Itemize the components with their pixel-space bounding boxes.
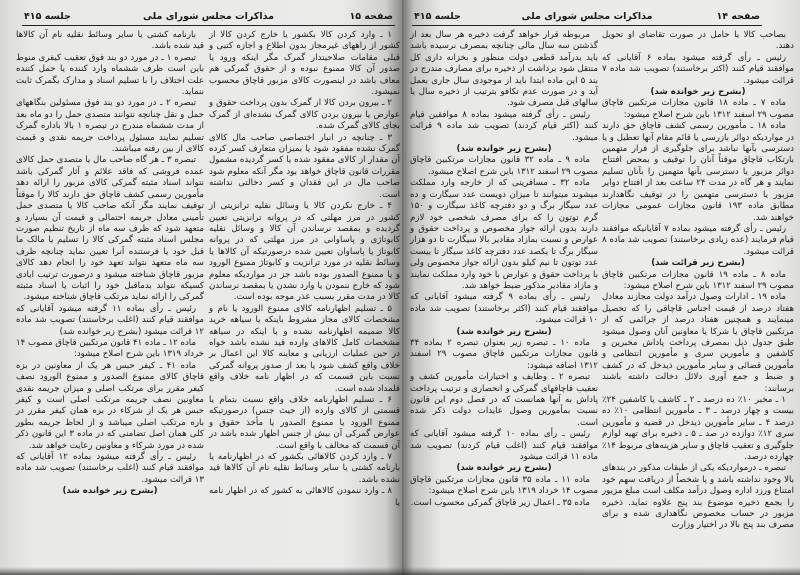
paragraph: ۶ ـ تسلیم اظهارنامه خلاف واقع نسبت بتمام یا قسمتی از کالای وارده (از حیث جنس) درصورتیکه ممنوع الورود یا ممنوع الصدور یا مأخذ حقوق و عوارض گمرکی آن بیش از جنس اظهار شده باشد در آن قسمت که مخالف با واقع است. xyxy=(209,395,400,451)
paragraph: ماده ۸ ـ ماده ۱۹ قانون مجازات مرتکبین قاچاق مصوب ۲۹ اسفند ۱۳۱۲ باین شرح اصلاح میشود: xyxy=(602,269,794,291)
reading-note: (بشرح زیر قرائت شد) xyxy=(651,258,745,269)
paragraph: ۷ ـ وارد کردن کالاهائی بکشور که در اظهارنامه یا بارنامه کشتی یا سایر وسائط نقلیه نام آن کالاها قید نشده باشد. xyxy=(209,452,400,485)
scan-shadow xyxy=(0,567,402,575)
paragraph: تبصره ۲ ـ در مورد دو بند فوق مسئولین بنگاههای حمل و نقل چنانچه نتوانند متصدی حمل را دو ماه بعد از مدت ششماه مندرج در تبصره ۱ بالا باداره گمرک تسلیم نمایند مسئول پرداخت جریمه نقدی و قیمت کالای از بین رفته میباشند. xyxy=(16,98,204,155)
paragraph: ۸ ـ وارد ننمودن کالاهائی به کشور که در اظهار نامه یا xyxy=(209,486,400,508)
paragraph: رئیس ـ رأی گرفته میشود بماده ۶ آقایانی که موافقند قیام کنند (اکثر برخاستند) تصویب شد ماده ۷ قرائت میشود. xyxy=(602,52,794,86)
paragraph: ماده ۹ ـ ماده ۳۲ قانون مجازات مرتکبین قاچاق مصوب ۲۹ اسفند ۱۳۱۲ باین شرح اصلاح میشود. xyxy=(410,155,598,177)
session-number: جلسه ۴۱۵ xyxy=(24,11,71,22)
paragraph: تبصره ۱ ـ در مورد دو بند فوق تعقیب کیفری منوط باین است ظرف ششماه وارد کننده یا حمل کننده علت اختلاف را با تسلیم اسناد و مدارک بگمرک ثابت ننماید. xyxy=(16,52,204,98)
paragraph: رئیس ـ رأی گرفته میشود بماده ۸ موافقین قیام کنند (اکثر قیام کردند) تصویب شد ماده ۹ قرائت میشود. xyxy=(410,109,598,143)
paragraph: رئیس ـ رأی بماده ۱۰ گرفته میشود آقایانی که موافقند قیام کنند (اغلب قیام کردند) تصویب شد ماده ۱۱ قرائت میشود xyxy=(410,429,598,463)
reading-note: (بشرح زیر خوانده شد) xyxy=(456,144,552,155)
reading-note: (بشرح زیر خوانده شد) xyxy=(456,463,552,474)
paragraph: ماده ۷ ـ ماده ۱۸ قانون مجازات مرتکبین قاچاق مصوب ۲۹ اسفند ۱۳۱۲ باین شرح اصلاح میشود: xyxy=(602,98,794,120)
paragraph: ماده ۱۲ ـ ماده ۴۱ قانون مرتکبین قاچاق مصوب ۱۴ خرداد ۱۳۱۹ باین شرح اصلاح میشود: xyxy=(16,337,204,360)
page-number: صفحه ۱۵ xyxy=(349,11,393,22)
paragraph: ماده ۱۹ ـ ادارات وصول درآمد دولت مجازند معادل هفتاد درصد از قیمت اجناس قاچاقی را که تحصیل مینمایند و همچنین هفتاد درصد از جرائمی که از مرتکبین قاچاق یا شرکا یا معاونین آنان وصول میشود طبق جدول ذیل بمصرف پرداخت پاداش مخبرین و کاشفین و مأمورین سری و مأمورین انتظامی و مأمورین قضائی و سایر مأمورین ذیدخل که در کشف و ضبط و جمع آوری دلائل دخالت داشته باشند برسانند: xyxy=(602,292,794,394)
paragraph: ۵ ـ تسلیم اظهارنامه کالای ممنوع الورود یا نام و مشخصات کالای مجاز مشروط باینکه یا سیاهه خرید کالا ضمیمه اظهارنامه نشده و یا اینکه در سیاهه مشخصات کامل کالاهای وارده قید نشده باشد خواه در حین عملیات ارزیابی و معاینه کالا این اعمال بر خلاف واقع کشف شود یا بعد از صدور پروانه گمرکی نسبت باین قسمت که در اظهار نامه خلاف واقع قلمداد شده است. xyxy=(209,303,400,394)
paragraph: ماده ۱۰ ـ تبصره زیر بعنوان تبصره ۲ بماده ۳۴ قانون مجازات مرتکبین قاچاق مصوب ۲۹ اسفند ۱۳۱۲ اضافه میشود: xyxy=(410,337,599,371)
paragraph: تبصره ـ درمواردیکه یکی از طبقات مذکور در بندهای بالا وجود نداشته باشد و یا شخصاً از دریافت سهم خود امتناع ورزد اداره وصول درآمد مکلف است مبلغ مزبور را بجمع ذخیره موضوع بند پنج علاوه نماید. ذخیره مزبور در حساب مخصوص نگاهداری شده و برای مصرف بند پنج بالا در اختیار وزارت xyxy=(602,463,794,531)
page-number: صفحه ۱۴ xyxy=(716,11,760,22)
paragraph: بصاحب کالا یا حامل در صورت تقاضای او تحویل دهند. xyxy=(602,30,794,52)
paragraph: بارنامه کشتی یا سایر وسائط نقلیه نام آن کالاها قید شده باشد. xyxy=(16,30,204,52)
publication-title: مذاکرات مجلس شورای ملی xyxy=(521,11,653,22)
text-column-left xyxy=(16,30,204,498)
paragraph: ماده ۱۸ ـ مأمورین رسمی کشف قاچاق حق دارند در مواردیکه دوائر بازرسی یا قائم مقام آنها تعطیل و یا دسترسی بآنها نباشد برای جلوگیری از فرار متهمین بارتکاب قاچاق موقتاً آنان را توقیف و بمحض افتتاح دوائر مزبور یا دسترسی بآنها متهمین را بآنان تسلیم نمایند و هر گاه در مدت ۲۴ ساعت بعد از افتتاح دوایر مزبور یا دسترسی متهمین را در توقیف نگاهدارند مطابق ماده ۱۹۳ قانون مجازات عمومی مجازات خواهند شد. xyxy=(602,121,794,223)
reading-note: (بشرح زیر خوانده شد) xyxy=(456,326,552,337)
publication-title: مذاکرات مجلس شورای ملی xyxy=(143,11,274,22)
paragraph: ماده ۳۲ ـ مسافرینی که از خارجه وارد مملکت میشوند میتوانند تا میزان دویست عدد سیگارت و ده عدد سیگار برگ و دو دفترچه کاغذ سیگارت و ۱۵۰ گرم توتون را که برای مصرف شخصی خود لازم دارند بدون ارائه جواز مخصوص و پرداخت حقوق و عوارض و نسبت بمازاد مقادیر بالا سیگارت تا دو هزار سیگار برگ تا یکصد عدد دفترچه کاغذ سیگار تا بیست عدد توتون تا نیم کیلو بدون ارائه جواز مخصوص ولی با پرداخت حقوق و عوارض با خود وارد مملکت نمایند و مازاد مقادیر مذکور ضبط خواهد شد. xyxy=(410,178,598,291)
paragraph: مربوطه قرار خواهد گرفت ذخیره هر سال بعد از گذشتن سه سال مالی چنانچه بمصرف نرسیده باشد باید بدرآمد قطعی دولت منظور و بخزانه داری کل منتقل شود برداشت از ذخیره برای مصارف مندرج در بند ۵ این ماده ابتدا باید از موجودی سال جاری بعمل آید و در صورت عدم تکافو بترتیب از ذخیره سال یا سالهای قبل مصرف شود. xyxy=(410,30,598,109)
paragraph: ماده ۴۱ ـ کیفر حبس هر یک از معاونین در بزه قاچاق کالای ممنوع الصدور و ممنوع الورود نصف کیفر مقرر برای مرتکب اصلی و میزان جریمه نقدی معاونین نصف جریمه مرتکب اصلی است و کیفر حبس هر یک از شرکاء در بزه همان کیفر مقرر در باره مرتکب اصلی میباشد و از لحاظ جریمه بطور کلی همان اصل تضامنی که در ماده ۳ این قانون ذکر شده در مورد شرکاء و معاونین رعایت خواهد شد. xyxy=(16,360,204,451)
paragraph: ماده ۱۱ ـ ماده ۳۵ قانون مجازات مرتکبین قاچاق مصوب ۱۴ خرداد ۱۳۱۹ باین شرح اصلاح میشود: xyxy=(410,474,598,497)
paragraph: ۳ ـ چنانچه در انبار اختصاصی صاحب مال کالای گمرک نشده مفقود شود یا بمیزان متعارف کسر کرده آن مقدار از کالای مفقود شده یا کسر گردیده مشمول مقررات قانون قاچاق خواهد بود مگر آنکه معلوم شود صاحب مال در این فقدان و کسر دخالتی نداشته است. xyxy=(209,132,400,200)
paragraph: رئیس ـ رأی بماده ۱۱ گرفته میشود آقایانی که موافقند قیام کنند (اغلب برخاستند) تصویب شد ماده ۱۲ قرائت میشود (بشرح زیر خوانده شد) xyxy=(16,303,204,337)
paragraph: ۱ ـ وارد کردن کالا بکشور یا خارج کردن کالا از کشور از راههای غیرمجاز بدون اطلاع و اجازه کتبی و قبلی مقامات صلاحیتدار گمرک مگر اینکه ورود یا صدور آن کالا ممنوع نبوده و از حقوق گمرکی هم معاف باشد در اینصورت کالای مزبور قاچاق محسوب نمیشود. xyxy=(209,30,400,98)
text-column-right xyxy=(602,30,794,532)
paragraph: رئیس ـ رأی بماده ۹ گرفته میشود آقایانی که موافقند قیام کنند (اکثر برخاستند) تصویب شد ماده ۱۰ قرائت میشود. xyxy=(410,292,598,326)
paragraph: ۱ ـ مخبر ۱۰٪ ده درصد ـ ۲ ـ کاشف یا کاشفین ۲۴٪ بیست و چهار درصد ـ ۳ ـ مأمورین انتظامی ۱۰٪ ده درصد ۴ ـ سایر مأمورین ذیدخل در قضیه و مأمورین سری ۱۲٪ دوازده در صد ـ ۵ ـ ذخیره برای تهیه لوازم جلوگیری و تعقیب قاچاق و سایر هزینه‌های مربوط ۱۴٪ چهارده درصد. xyxy=(602,395,795,463)
paragraph: رئیس ـ رأی گرفته میشود بماده ۱۲ آقایانی که موافقند قیام کنند (اغلب برخاستند) تصویب شد ماده ۱۳ قرائت میشود. xyxy=(16,452,204,485)
paragraph: تبصره ۳ ـ هر گاه صاحب مال یا متصدی حمل کالای عمده فروشی که فاقد علائم و آثار گمرکی باشد نتواند اسناد مثبته گمرکی کالای مزبور را ارائه دهد مأمورین رسمی کشف قاچاق حق دارند کالا را موقتاً توقیف نمایند مگر آنکه صاحب کالا یا متصدی حمل تأمینی معادل جریمه احتمالی و قیمت آن بسپارد و متعهد شود که ظرف سه ماه از تاریخ تنظیم صورت مجلس اسناد مثبته گمرکی کالا را تسلیم یا مالک ما قبل خود یا فرستنده آنرا تعیین نماید چنانچه ظرف سه ماه متعهد نتواند تعهد خود را انجام دهد کالای مزبور قاچاق شناخته میشود و درصورت ترتیب ایادی کسیکه نتواند بدماقبل خود را اثبات یا اسناد مثبته گمرکی را ارائه نماید مرتکب قاچاق شناخته میشود. xyxy=(16,155,204,303)
reading-note: (بشرح زیر خوانده شد) xyxy=(62,486,158,497)
paragraph: رئیس ـ رأی گرفته میشود بماده ۷ آقایانیکه موافقند قیام فرمایند (عده زیادی برخاستند) تصویب شد ماده ۸ قرائت میشود. xyxy=(602,223,794,257)
session-number: جلسه ۴۱۵ xyxy=(414,11,461,22)
text-column-right xyxy=(209,30,400,509)
paragraph: ۲ ـ بیرون بردن کالا از گمرک بدون پرداخت حقوق و عوارض یا بیرون بردن کالای گمرک نشده‌ای از گمرک بجای کالای گمرک شده. xyxy=(209,98,400,132)
paragraph: تبصره ۲ ـ وظایف و اختیارات مأمورین کشف و تعقیب قاچاقهای گمرکی و انحصاری و ترتیب پرداخت پاداش به آنها همانست که در فصل دوم این قانون نسبت بمأمورین وصول عایدات دولت ذکر شده است. xyxy=(410,372,598,428)
paragraph: ۴ ـ خارج نکردن کالا یا وسائل نقلیه ترانزیتی از کشور در مرز مهلتی که در پروانه ترانزیتی تعیین گردیده و بمقصد نرساندن آن کالا و وسائل نقلیه کابوتاژی و پاساوانی در مرز مهلتی که در پروانه کابوتاژ یا پاساوان تعیین شده درصورتیکه آن کالاها یا وسائط نقلیه در مورد ترانزیت و کابوتاژ ممنوع الورود و یا ممنوع الصدور بوده باشد جز در مواردیکه معلوم شود که خارج ننمودن یا وارد نشدن یا بمقصد نرساندن کالا در مدت مقرر بسبب عذر موجه بوده است. xyxy=(209,201,400,303)
page-right xyxy=(402,0,800,575)
paragraph: ماده ۳۵ ـ اعمال زیر قاچاق گمرکی محسوب است. xyxy=(410,497,590,508)
page-header xyxy=(412,8,762,26)
reading-note: (بشرح زیر خوانده شد) xyxy=(650,87,746,98)
text-column-left xyxy=(410,30,598,509)
page-header xyxy=(22,8,395,26)
scan-shadow xyxy=(402,567,800,575)
